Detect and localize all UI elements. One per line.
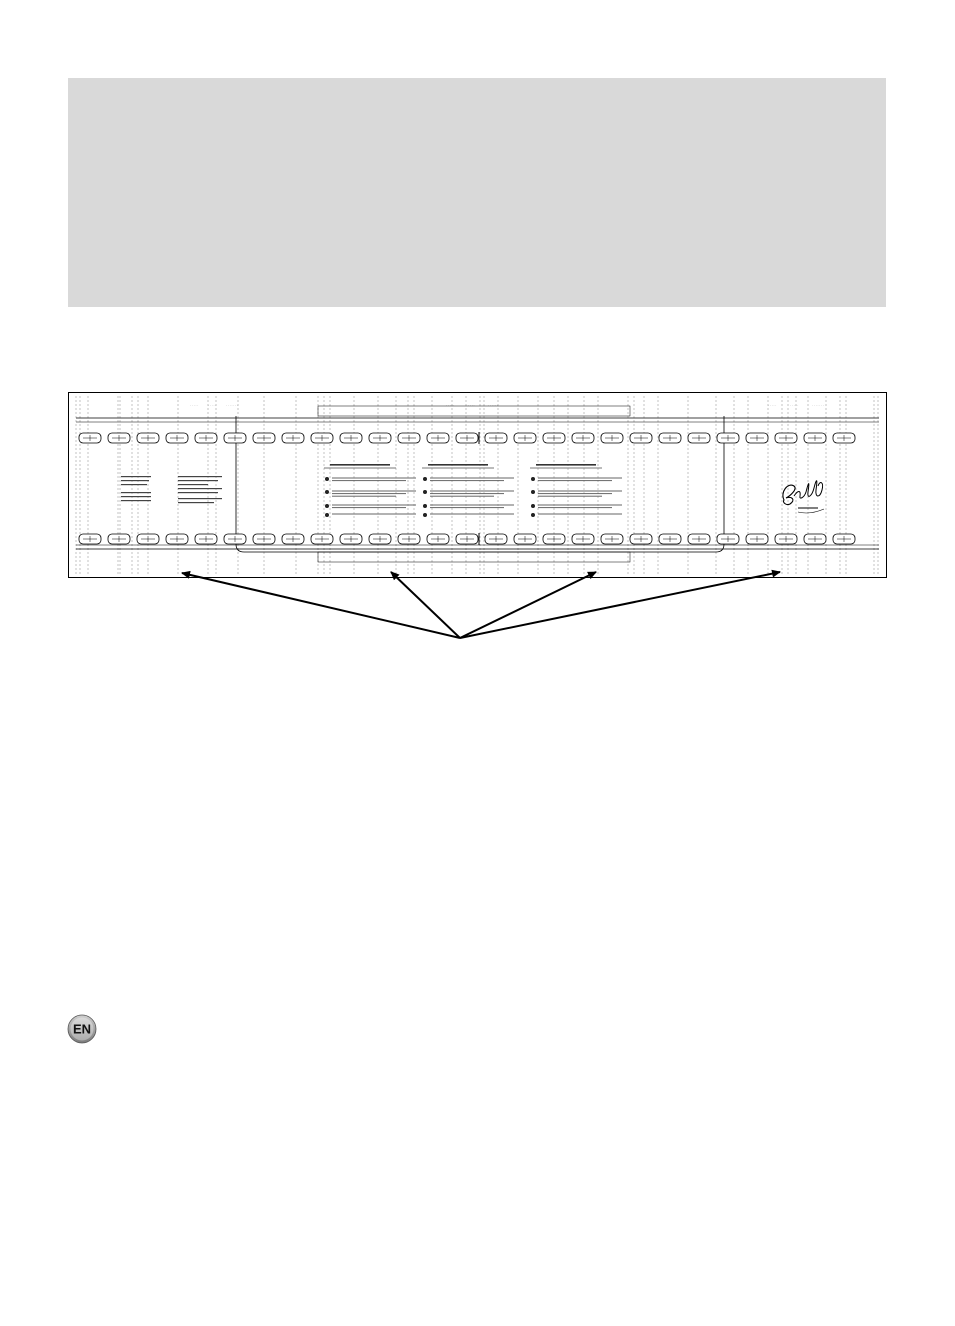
top-right-tiny-label-3: · · · · · · · <box>812 403 824 407</box>
left-text-bar <box>121 480 149 481</box>
top-right-tiny-label-1: · · · · · <box>768 403 777 407</box>
mounting-template-illustration <box>68 392 887 578</box>
instruction-text-bar <box>332 514 416 515</box>
left-text-bar <box>121 500 151 501</box>
instruction-step-bullet <box>531 490 535 494</box>
instruction-step-bullet <box>423 504 427 508</box>
instruction-text-bar <box>430 478 514 479</box>
instruction-step-bullet <box>531 504 535 508</box>
instruction-text-bar <box>538 480 612 481</box>
instruction-text-bar <box>538 505 622 506</box>
arrow-right <box>460 572 780 638</box>
instruction-text-bar <box>538 507 612 508</box>
instruction-text-bar <box>538 493 612 494</box>
instruction-text-bar <box>430 480 504 481</box>
instruction-text-bar <box>430 505 514 506</box>
instruction-text-bar <box>332 478 416 479</box>
gray-placeholder-panel <box>68 78 886 307</box>
instruction-heading-bar <box>330 464 390 466</box>
instruction-subheading-bar <box>324 468 396 469</box>
instruction-step-bullet <box>325 513 329 517</box>
top-left-tiny-label-1: · · · · · <box>190 403 199 407</box>
top-center-tiny-label-3: · · · · · · <box>488 403 499 407</box>
instruction-step-bullet <box>423 513 427 517</box>
instruction-subheading-bar <box>530 468 602 469</box>
instruction-text-bar <box>332 491 416 492</box>
instruction-step-bullet <box>423 477 427 481</box>
instruction-step-bullet <box>325 477 329 481</box>
left-text-bar <box>121 476 151 477</box>
left-text-bar <box>178 492 218 493</box>
left-text-bar <box>178 502 214 503</box>
instruction-text-bar <box>430 491 514 492</box>
instruction-step-bullet <box>325 490 329 494</box>
instruction-text-bar <box>430 493 504 494</box>
instruction-step-bullet <box>325 504 329 508</box>
instruction-text-bar <box>538 491 622 492</box>
arrow-center-left <box>391 572 460 638</box>
instruction-text-bar <box>538 496 602 497</box>
left-text-bar <box>121 484 147 485</box>
left-text-bar <box>121 492 151 493</box>
language-badge-label: EN <box>72 1021 92 1037</box>
arrow-left <box>182 573 460 638</box>
instruction-text-bar <box>430 496 494 497</box>
instruction-text-bar <box>332 496 396 497</box>
instruction-text-bar <box>430 507 504 508</box>
instruction-text-bar <box>332 507 406 508</box>
left-text-bar <box>178 480 218 481</box>
left-text-bar <box>178 484 208 485</box>
left-text-bar <box>178 498 222 499</box>
left-text-bar <box>178 488 222 489</box>
instruction-step-bullet <box>531 513 535 517</box>
instruction-heading-bar <box>536 464 596 466</box>
instruction-text-bar <box>430 514 514 515</box>
arrow-center-right <box>460 572 596 638</box>
instruction-text-bar <box>332 505 416 506</box>
top-center-tiny-label-2: · · · · <box>468 403 475 407</box>
top-left-tiny-label-3: · · · · · · · <box>226 403 238 407</box>
instruction-text-bar <box>538 514 622 515</box>
left-text-bar <box>121 496 151 497</box>
top-right-tiny-label-2: · · · · · <box>790 403 799 407</box>
language-badge-icon <box>67 1014 97 1044</box>
instruction-text-bar <box>332 480 406 481</box>
top-center-tiny-label-1: · · · · · <box>446 403 455 407</box>
instruction-step-bullet <box>531 477 535 481</box>
instruction-text-bar <box>332 493 406 494</box>
instruction-text-bar <box>538 478 622 479</box>
instruction-heading-bar <box>428 464 488 466</box>
template-svg <box>68 392 887 578</box>
instruction-subheading-bar <box>422 468 494 469</box>
instruction-step-bullet <box>423 490 427 494</box>
top-left-tiny-label-2: · · · · · <box>208 403 217 407</box>
left-text-bar <box>178 476 222 477</box>
